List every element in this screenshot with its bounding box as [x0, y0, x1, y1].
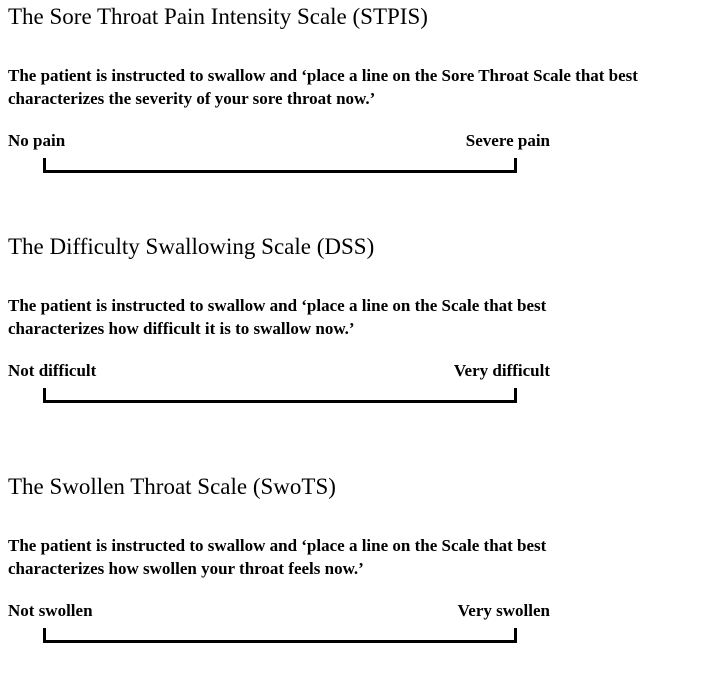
- swots-left-anchor: Not swollen: [8, 601, 93, 620]
- stpis-right-anchor: Severe pain: [465, 131, 550, 150]
- swots-scale-line[interactable]: [43, 628, 517, 643]
- dss-instructions: [8, 294, 708, 340]
- stpis-left-anchor: No pain: [8, 131, 66, 150]
- swots-instructions: [8, 534, 708, 580]
- dss-instruction-line-2: characterizes how difficult it is to swallow now.’: [8, 319, 355, 338]
- dss-scale-line[interactable]: [43, 388, 517, 403]
- swots-instruction-line-2: characterizes how swollen your throat feels now.’: [8, 559, 364, 578]
- swots-instruction-line-1: The patient is instructed to swallow and ‘place a line on the Scale that best: [8, 536, 547, 555]
- dss-scale-section: [0, 234, 725, 434]
- dss-left-anchor: Not difficult: [8, 361, 97, 380]
- stpis-instructions: [8, 64, 708, 110]
- stpis-instruction-line-1: The patient is instructed to swallow and ‘place a line on the Sore Throat Scale that best: [8, 66, 638, 85]
- stpis-title: The Sore Throat Pain Intensity Scale (STPIS): [8, 4, 428, 29]
- swots-scale-section: [0, 474, 725, 674]
- stpis-scale-line[interactable]: [43, 158, 517, 173]
- swots-right-anchor: Very swollen: [457, 601, 550, 620]
- stpis-instruction-line-2: characterizes the severity of your sore throat now.’: [8, 89, 376, 108]
- dss-title: The Difficulty Swallowing Scale (DSS): [8, 234, 375, 259]
- stpis-scale-section: [0, 4, 725, 204]
- swots-title: The Swollen Throat Scale (SwoTS): [8, 474, 336, 499]
- dss-right-anchor: Very difficult: [453, 361, 550, 380]
- dss-instruction-line-1: The patient is instructed to swallow and ‘place a line on the Scale that best: [8, 296, 547, 315]
